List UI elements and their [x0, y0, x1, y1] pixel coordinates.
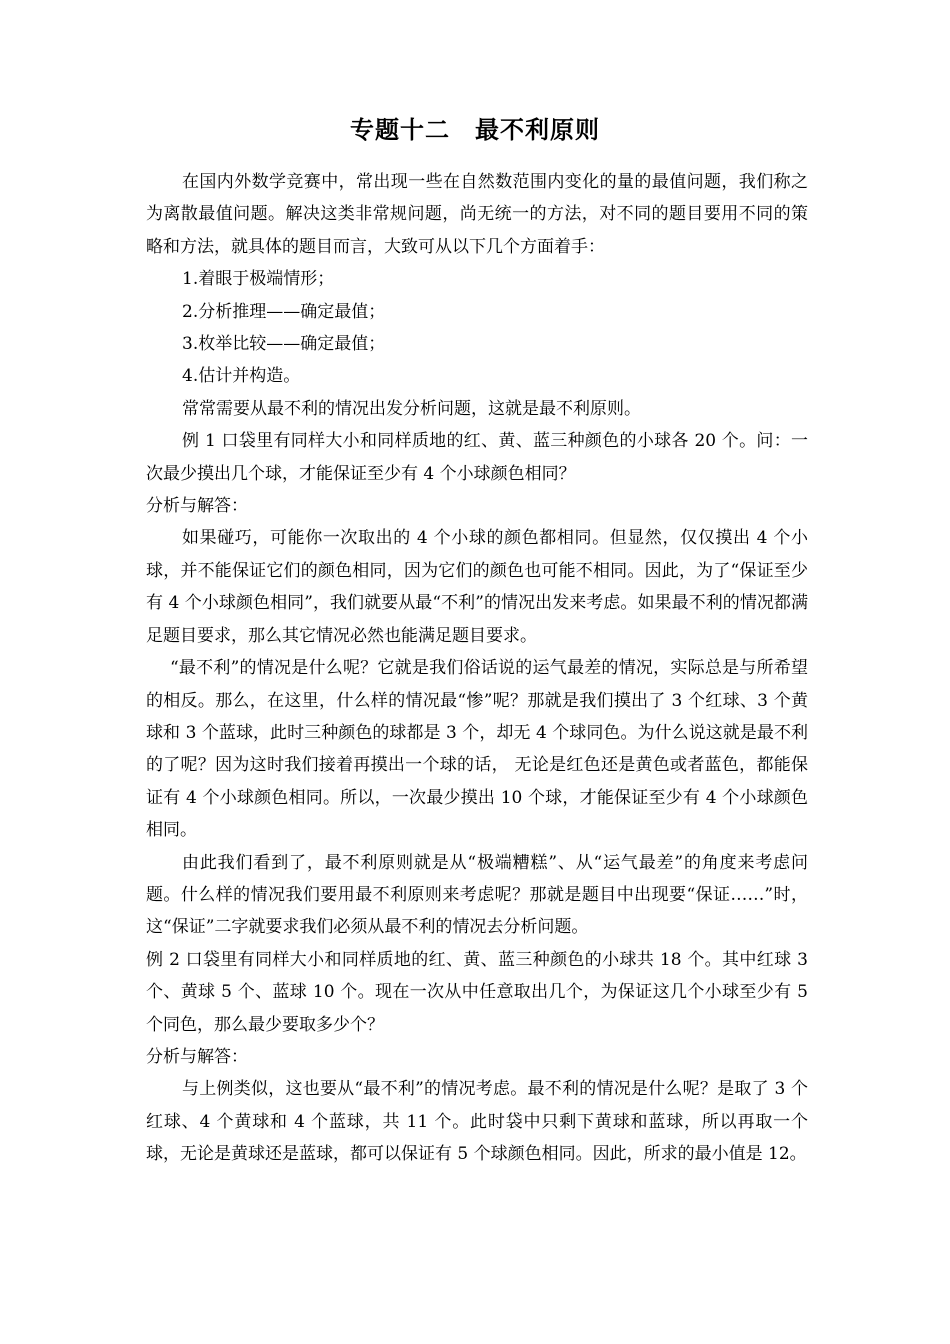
- method-item-2: 2.分析推理——确定最值；: [182, 301, 386, 322]
- page-title: 专题十二 最不利原则: [350, 116, 600, 144]
- analysis-heading-1: 分析与解答：: [146, 496, 248, 517]
- example-1-question: 例 1 口袋里有同样大小和同样质地的红、黄、蓝三种颜色的小球各 20 个。问：一次最少摸出几个球，才能保证至少有 4 个小球颜色相同？: [146, 431, 808, 484]
- method-item-4: 4.估计并构造。: [182, 366, 301, 387]
- example-1-analysis-2: “最不利”的情况是什么呢？它就是我们俗话说的运气最差的情况，实际总是与所希望的相反。那么，在这里，什么样的情况最“惨”呢？那就是我们摸出了 3 个红球、3 个黄球和 3 个蓝球，此时三种颜色的球都是 3 个，却无 4 个球同色。为什么说这就是最不利的了呢？因为这时我们接着再摸出一个球的话， 无论是红色还是黄色或者蓝色，都能保证有 4 个小球颜色相同。所以，一次最少摸出 10 个球，才能保证至少有 4 个小球颜色相同。: [146, 658, 808, 841]
- principle-summary: 由此我们看到了，最不利原则就是从“极端糟糕”、从“运气最差”的角度来考虑问题。什么样的情况我们要用最不利原则来考虑呢？那就是题目中出现要“保证……”时，这“保证”二字就要求我们必须从最不利的情况去分析问题。: [146, 852, 808, 938]
- method-item-3: 3.枚举比较——确定最值；: [182, 334, 386, 355]
- method-item-1: 1.着眼于极端情形；: [182, 269, 335, 290]
- document-body: [146, 166, 808, 1171]
- intro-paragraph: 在国内外数学竞赛中，常出现一些在自然数范围内变化的量的最值问题，我们称之为离散最值问题。解决这类非常规问题，尚无统一的方法，对不同的题目要用不同的策略和方法，就具体的题目而言，大致可从以下几个方面着手：: [146, 172, 808, 257]
- example-2-analysis: 与上例类似，这也要从“最不利”的情况考虑。最不利的情况是什么呢？是取了 3 个红球、4 个黄球和 4 个蓝球，共 11 个。此时袋中只剩下黄球和蓝球，所以再取一个球，无论是黄球还是蓝球，都可以保证有 5 个球颜色相同。因此，所求的最小值是 12。: [146, 1079, 808, 1165]
- example-1-analysis-1: 如果碰巧，可能你一次取出的 4 个小球的颜色都相同。但显然，仅仅摸出 4 个小球，并不能保证它们的颜色相同，因为它们的颜色也可能不相同。因此，为了“保证至少有 4 个小球颜色相同”，我们就要从最“不利”的情况出发来考虑。如果最不利的情况都满足题目要求，那么其它情况必然也能满足题目要求。: [146, 528, 808, 646]
- example-2-question: 例 2 口袋里有同样大小和同样质地的红、黄、蓝三种颜色的小球共 18 个。其中红球 3 个、黄球 5 个、蓝球 10 个。现在一次从中任意取出几个，为保证这几个小球至少有 5 个同色，那么最少要取多少个？: [146, 949, 808, 1035]
- principle-paragraph: 常常需要从最不利的情况出发分析问题，这就是最不利原则。: [182, 398, 641, 419]
- analysis-heading-2: 分析与解答：: [146, 1046, 248, 1067]
